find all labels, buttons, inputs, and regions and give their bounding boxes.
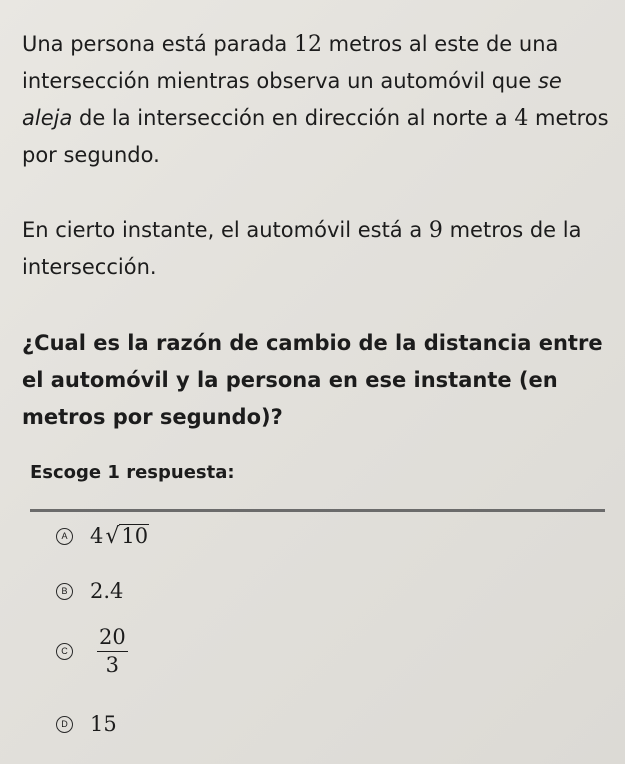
square-root	[105, 524, 149, 548]
option-letter-badge: B	[56, 583, 73, 600]
text-segment: metros al este de una intersección mientras observa un automóvil que	[22, 32, 559, 93]
option-value	[90, 524, 149, 548]
answer-option-c[interactable]	[56, 627, 128, 676]
sqrt-icon: √	[105, 524, 120, 550]
italic-text: se aleja	[22, 69, 562, 130]
text-segment: En cierto instante, el automóvil está a	[22, 218, 429, 242]
fraction-numerator: 20	[97, 627, 128, 652]
option-letter-badge: D	[56, 716, 73, 733]
answer-option-d[interactable]	[56, 712, 117, 736]
option-coefficient: 4	[90, 524, 104, 549]
speed-value: 4	[514, 106, 529, 131]
text-segment: metros de la intersección.	[22, 218, 582, 279]
distance-value: 12	[293, 32, 322, 57]
option-letter-badge: A	[56, 528, 73, 545]
problem-instant	[22, 212, 612, 286]
option-value: 15	[90, 712, 117, 736]
answer-option-a[interactable]	[56, 524, 149, 548]
car-distance-value: 9	[428, 218, 443, 243]
text-segment: de la intersección en dirección al norte a	[72, 106, 515, 130]
choose-prompt: Escoge 1 respuesta:	[30, 462, 235, 483]
divider	[30, 509, 605, 512]
option-value: 2.4	[90, 579, 124, 603]
problem-statement	[22, 26, 612, 174]
answer-option-b[interactable]	[56, 579, 123, 603]
option-letter-badge: C	[56, 643, 73, 660]
option-fraction	[97, 627, 128, 676]
question-text: ¿Cual es la razón de cambio de la distancia entre el automóvil y la persona en ese instante (en metros por segundo)?	[22, 331, 603, 429]
fraction-denominator: 3	[105, 653, 120, 677]
text-segment: metros por segundo.	[22, 106, 609, 167]
text-segment: Una persona está parada	[22, 32, 294, 56]
radicand: 10	[121, 524, 149, 548]
